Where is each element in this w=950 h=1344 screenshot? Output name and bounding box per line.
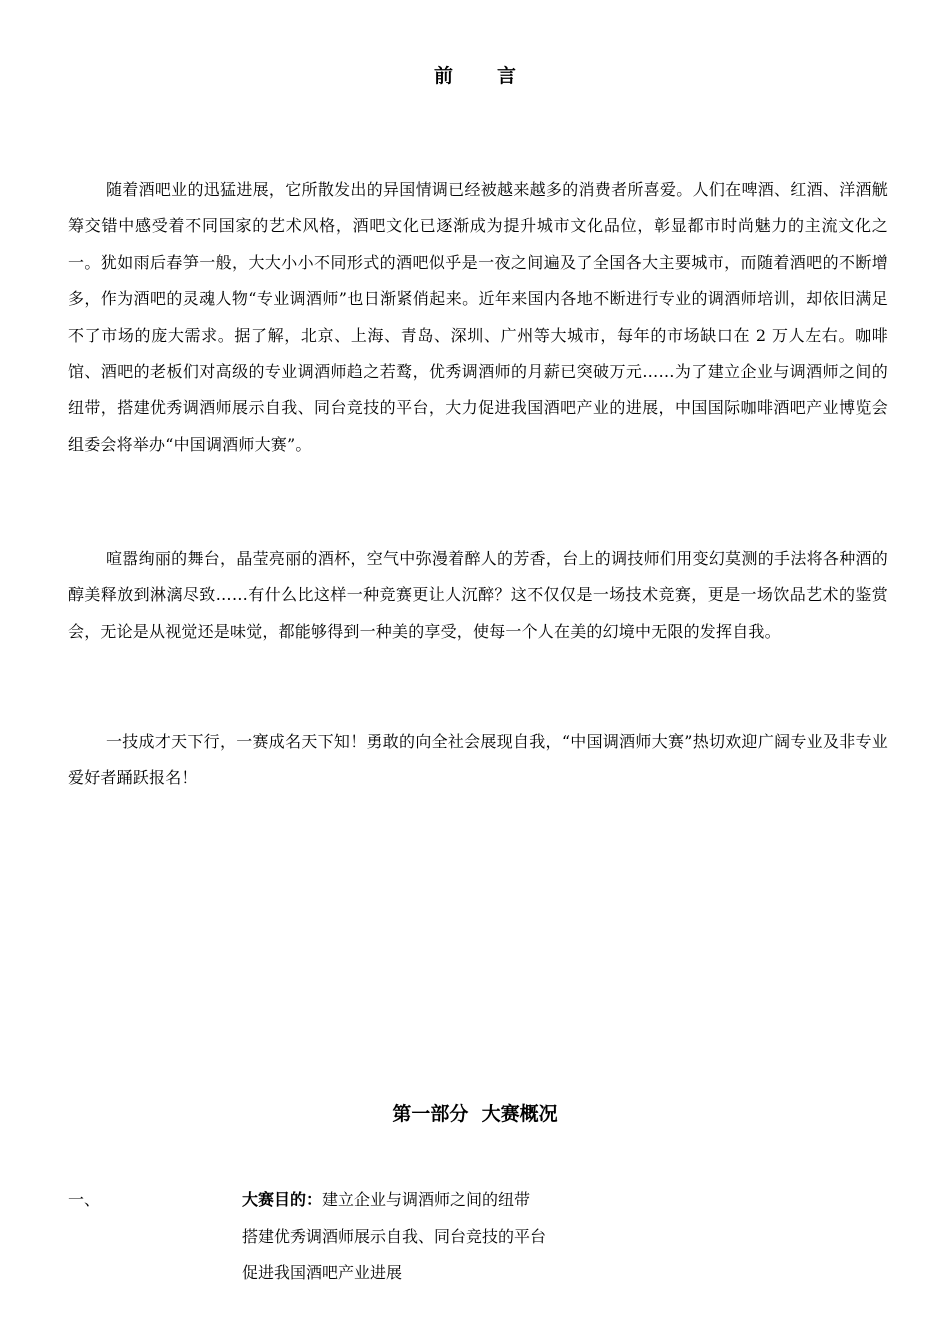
purpose-line-3: 促进我国酒吧产业进展 [242,1263,403,1282]
list-item-number: 一、 [68,1190,101,1209]
competition-purpose-list [242,1186,546,1296]
preface-title: 前言 [433,65,560,87]
section-title: 第一部分 大赛概况 [392,1103,558,1125]
preface-paragraph-3: 一技成才天下行，一赛成名天下知！勇敢的向全社会展现自我，“中国调酒师大赛”热切欢迎广阔专业及非专业爱好者踊跃报名！ [68,732,888,788]
preface-paragraph-1: 随着酒吧业的迅猛进展，它所散发出的异国情调已经被越来越多的消费者所喜爱。人们在啤酒、红酒、洋酒觥筹交错中感受着不同国家的艺术风格，酒吧文化已逐渐成为提升城市文化品位，彰显都市时尚魅力的主流文化之一。犹如雨后春笋一般，大大小小不同形式的酒吧似乎是一夜之间遍及了全国各大主要城市，而随着酒吧的不断增多，作为酒吧的灵魂人物“专业调酒师”也日渐紧俏起来。近年来国内各地不断进行专业的调酒师培训，却依旧满足不了市场的庞大需求。据了解，北京、上海、青岛、深圳、广州等大城市，每年的市场缺口在 2 万人左右。咖啡馆、酒吧的老板们对高级的专业调酒师趋之若鹜，优秀调酒师的月薪已突破万元……为了建立企业与调酒师之间的纽带，搭建优秀调酒师展示自我、同台竞技的平台，大力促进我国酒吧产业的进展，中国国际咖啡酒吧产业博览会组委会将举办“中国调酒师大赛”。 [68,180,888,454]
purpose-label: 大赛目的： [242,1190,323,1209]
purpose-line-2: 搭建优秀调酒师展示自我、同台竞技的平台 [242,1226,547,1246]
purpose-line-1 [242,1186,546,1223]
preface-paragraph-2: 喧嚣绚丽的舞台，晶莹亮丽的酒杯，空气中弥漫着醉人的芳香，台上的调技师们用变幻莫测的手法将各种酒的醇美释放到淋漓尽致……有什么比这样一种竞赛更让人沉醉？这不仅仅是一场技术竞赛，更是一场饮品艺术的鉴赏会，无论是从视觉还是味觉，都能够得到一种美的享受，使每一个人在美的幻境中无限的发挥自我。 [68,549,888,641]
purpose-text-1: 建立企业与调酒师之间的纽带 [322,1190,531,1209]
